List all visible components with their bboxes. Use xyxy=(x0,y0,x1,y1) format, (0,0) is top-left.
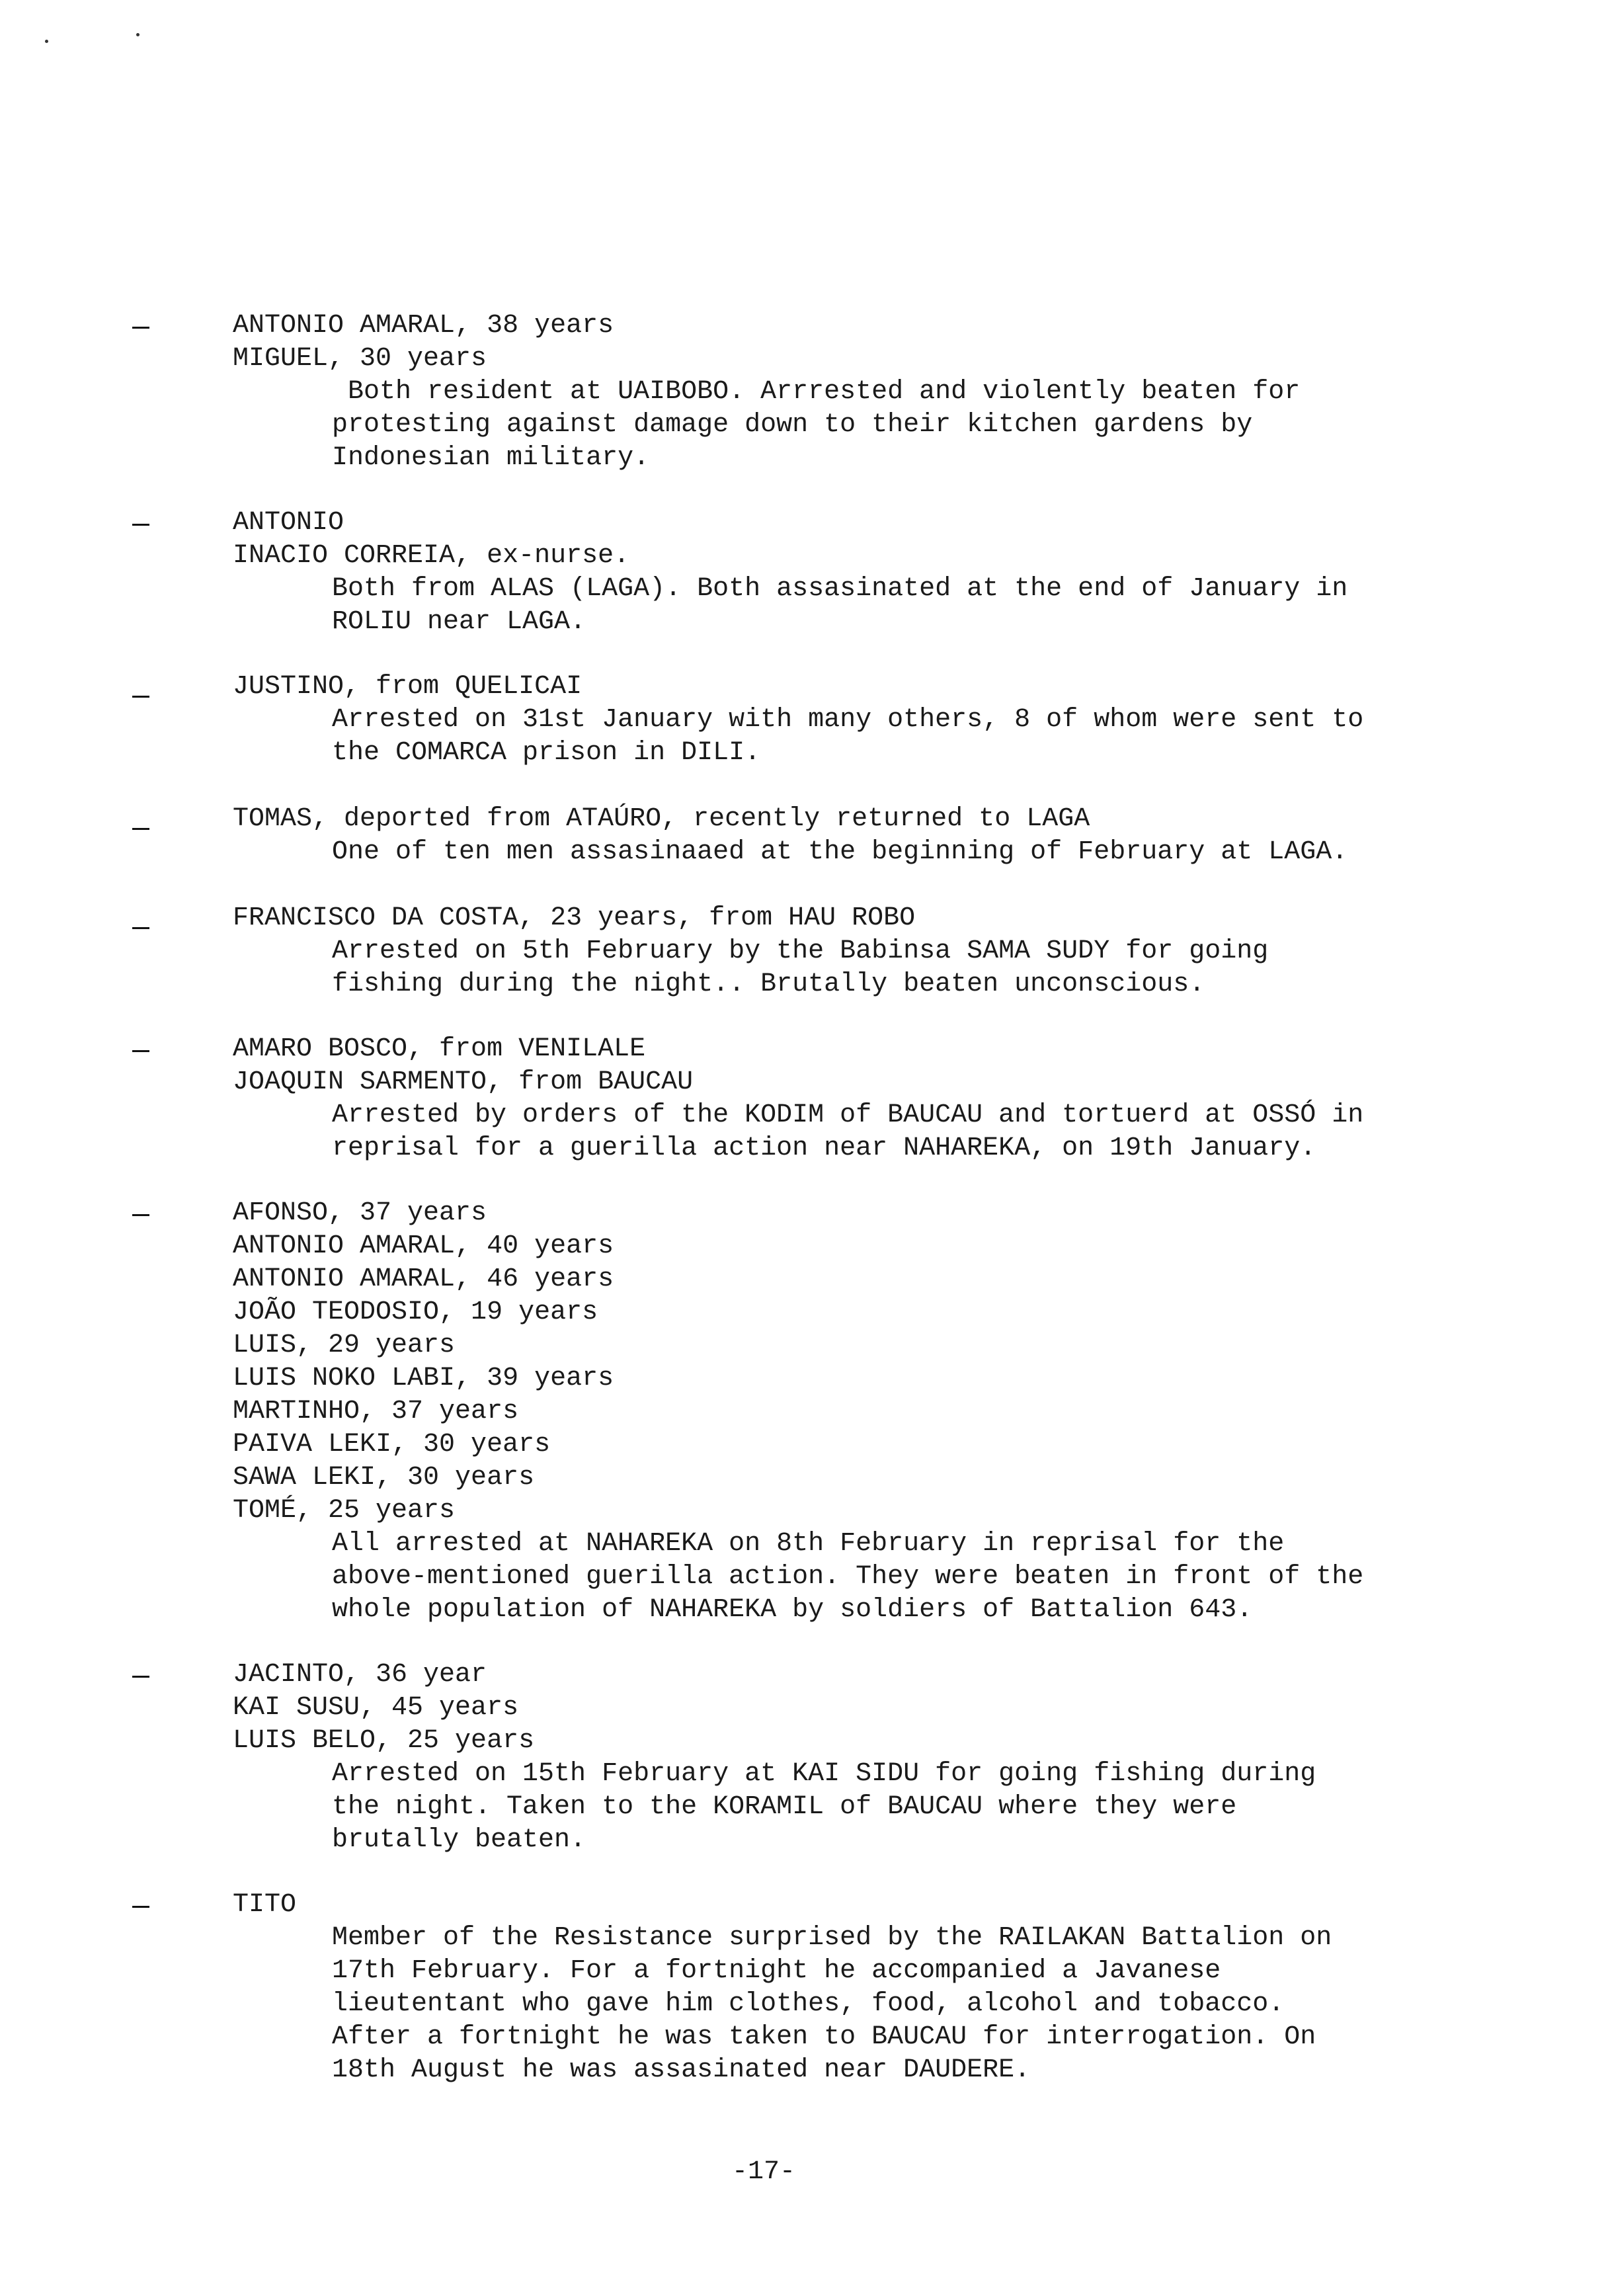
person-name: PAIVA LEKI, 30 years xyxy=(233,1430,551,1459)
person-name: JOÃO TEODOSIO, 19 years xyxy=(233,1297,598,1327)
description-line: 17th February. For a fortnight he accompanied a Javanese xyxy=(332,1956,1221,1986)
person-name: ANTONIO xyxy=(233,508,344,538)
description-line: Arrested on 5th February by the Babinsa SAMA SUDY for going xyxy=(332,936,1269,966)
person-name: AFONSO, 37 years xyxy=(233,1198,487,1228)
description-line: Arrested by orders of the KODIM of BAUCAU and tortuerd at OSSÓ in xyxy=(332,1100,1364,1130)
description-line: Arrested on 15th February at KAI SIDU for going fishing during xyxy=(332,1759,1316,1789)
person-name: JUSTINO, from QUELICAI xyxy=(233,672,583,702)
person-name: KAI SUSU, 45 years xyxy=(233,1693,519,1723)
description-line: reprisal for a guerilla action near NAHAREKA, on 19th January. xyxy=(332,1133,1316,1163)
person-name: MIGUEL, 30 years xyxy=(233,344,487,374)
person-name: LUIS BELO, 25 years xyxy=(233,1726,535,1756)
bullet-dash xyxy=(132,1676,149,1678)
person-name: MARTINHO, 37 years xyxy=(233,1397,519,1426)
person-name: ANTONIO AMARAL, 46 years xyxy=(233,1264,614,1294)
description-line: Indonesian military. xyxy=(332,443,650,473)
bullet-dash xyxy=(132,524,149,526)
person-name: ANTONIO AMARAL, 40 years xyxy=(233,1231,614,1261)
description-line: Arrested on 31st January with many others, 8 of whom were sent to xyxy=(332,705,1364,735)
description-line: above-mentioned guerilla action. They were beaten in front of the xyxy=(332,1562,1364,1592)
page-number: -17- xyxy=(731,2157,795,2187)
description-line: whole population of NAHAREKA by soldiers of Battalion 643. xyxy=(332,1595,1253,1625)
description-line: protesting against damage down to their kitchen gardens by xyxy=(332,410,1253,440)
person-name: JACINTO, 36 year xyxy=(233,1660,487,1690)
description-line: brutally beaten. xyxy=(332,1825,586,1855)
description-line: lieutentant who gave him clothes, food, alcohol and tobacco. xyxy=(332,1989,1285,2019)
bullet-dash xyxy=(132,828,149,830)
description-line: One of ten men assasinaaed at the beginning of February at LAGA. xyxy=(332,837,1348,867)
description-line: ROLIU near LAGA. xyxy=(332,607,586,637)
scan-speck xyxy=(136,33,140,36)
person-name: TITO xyxy=(233,1890,297,1920)
bullet-dash xyxy=(132,696,149,698)
description-line: All arrested at NAHAREKA on 8th February in reprisal for the xyxy=(332,1529,1285,1559)
bullet-dash xyxy=(132,927,149,929)
bullet-dash xyxy=(132,1050,149,1052)
description-line: the COMARCA prison in DILI. xyxy=(332,738,761,768)
person-name: SAWA LEKI, 30 years xyxy=(233,1463,535,1493)
person-name: ANTONIO AMARAL, 38 years xyxy=(233,311,614,341)
bullet-dash xyxy=(132,1906,149,1908)
bullet-dash xyxy=(132,1214,149,1216)
description-line: the night. Taken to the KORAMIL of BAUCAU where they were xyxy=(332,1792,1237,1822)
description-line: Both resident at UAIBOBO. Arrrested and violently beaten for xyxy=(332,377,1301,407)
person-name: AMARO BOSCO, from VENILALE xyxy=(233,1034,646,1064)
bullet-dash xyxy=(132,327,149,329)
scan-speck xyxy=(45,40,48,43)
person-name: LUIS, 29 years xyxy=(233,1331,456,1360)
person-name: LUIS NOKO LABI, 39 years xyxy=(233,1364,614,1393)
description-line: After a fortnight he was taken to BAUCAU for interrogation. On xyxy=(332,2022,1316,2052)
person-name: TOMÉ, 25 years xyxy=(233,1496,456,1526)
description-line: 18th August he was assasinated near DAUDERE. xyxy=(332,2055,1031,2085)
description-line: Member of the Resistance surprised by the RAILAKAN Battalion on xyxy=(332,1923,1332,1953)
description-line: fishing during the night.. Brutally beaten unconscious. xyxy=(332,969,1205,999)
person-name: TOMAS, deported from ATAÚRO, recently returned to LAGA xyxy=(233,804,1090,834)
description-line: Both from ALAS (LAGA). Both assasinated at the end of January in xyxy=(332,574,1348,604)
person-name: JOAQUIN SARMENTO, from BAUCAU xyxy=(233,1067,694,1097)
person-name: FRANCISCO DA COSTA, 23 years, from HAU ROBO xyxy=(233,903,916,933)
person-name: INACIO CORREIA, ex-nurse. xyxy=(233,541,630,571)
